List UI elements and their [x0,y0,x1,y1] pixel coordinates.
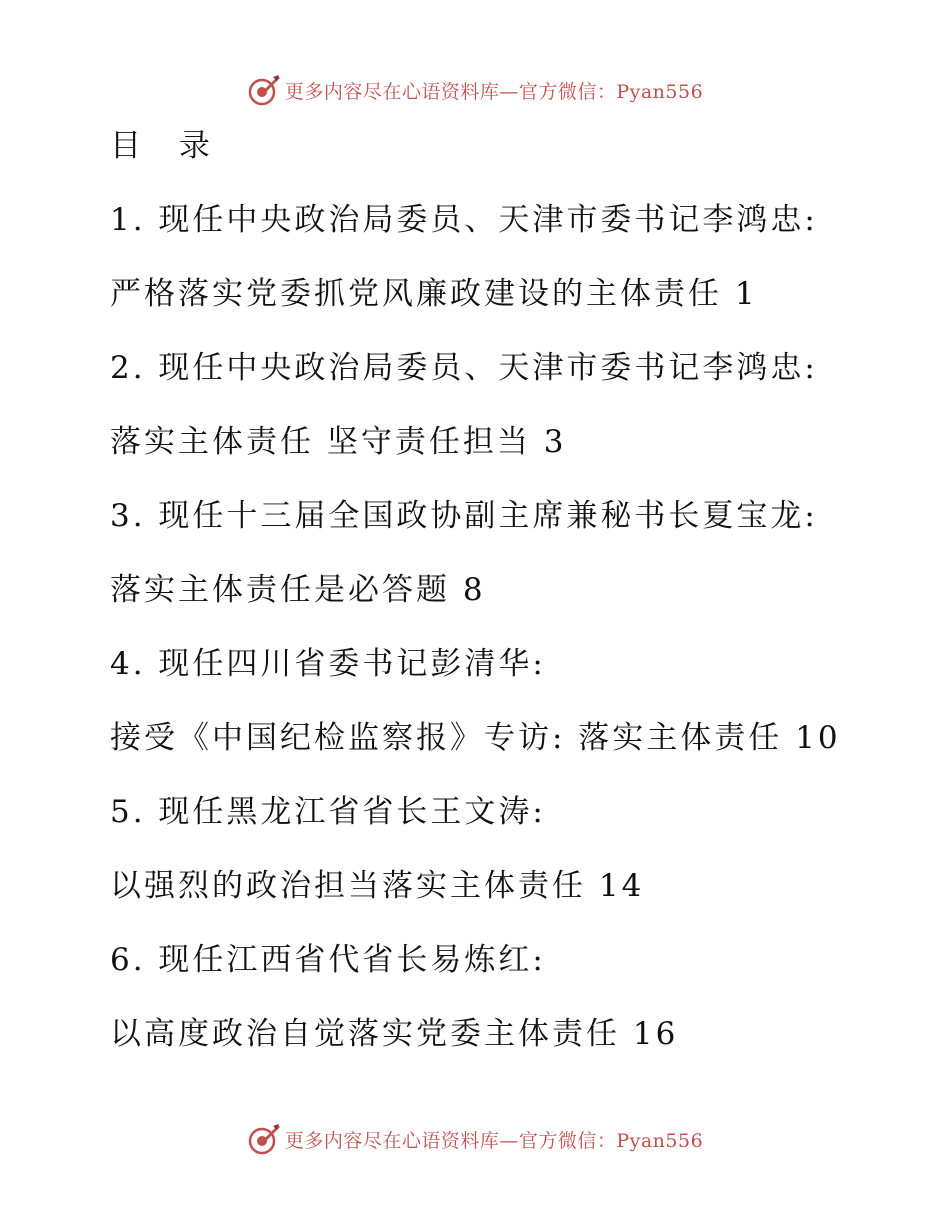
quill-pen-logo-icon [247,1122,281,1156]
header-watermark [0,70,950,110]
toc-entry-title: 6. 现任江西省代省长易炼红: [110,942,546,978]
toc-entry-title: 3. 现任十三届全国政协副主席兼秘书长夏宝龙: [110,498,818,534]
toc-entry-subtitle: 严格落实党委抓党风廉政建设的主体责任 1 [110,276,758,312]
toc-entry-subtitle: 接受《中国纪检监察报》专访: 落实主体责任 10 [110,720,841,756]
toc-entry-subtitle: 落实主体责任是必答题 8 [110,572,486,608]
toc-entry-subtitle: 以强烈的政治担当落实主体责任 14 [110,868,645,904]
toc-entry-title: 5. 现任黑龙江省省长王文涛: [110,794,546,830]
quill-pen-logo-icon [247,73,281,107]
toc-entry-title: 2. 现任中央政治局委员、天津市委书记李鸿忠: [110,350,818,386]
toc-entry-title: 1. 现任中央政治局委员、天津市委书记李鸿忠: [110,202,818,238]
toc-entry-subtitle: 落实主体责任 坚守责任担当 3 [110,424,567,460]
toc-heading: 目 录 [110,128,224,164]
footer-watermark [0,1119,950,1159]
watermark-text: 更多内容尽在心语资料库—官方微信：Pyan556 [284,80,704,103]
toc-entry-title: 4. 现任四川省委书记彭清华: [110,646,546,682]
watermark-text: 更多内容尽在心语资料库—官方微信：Pyan556 [284,1129,704,1152]
toc-entry-subtitle: 以高度政治自觉落实党委主体责任 16 [110,1016,679,1052]
